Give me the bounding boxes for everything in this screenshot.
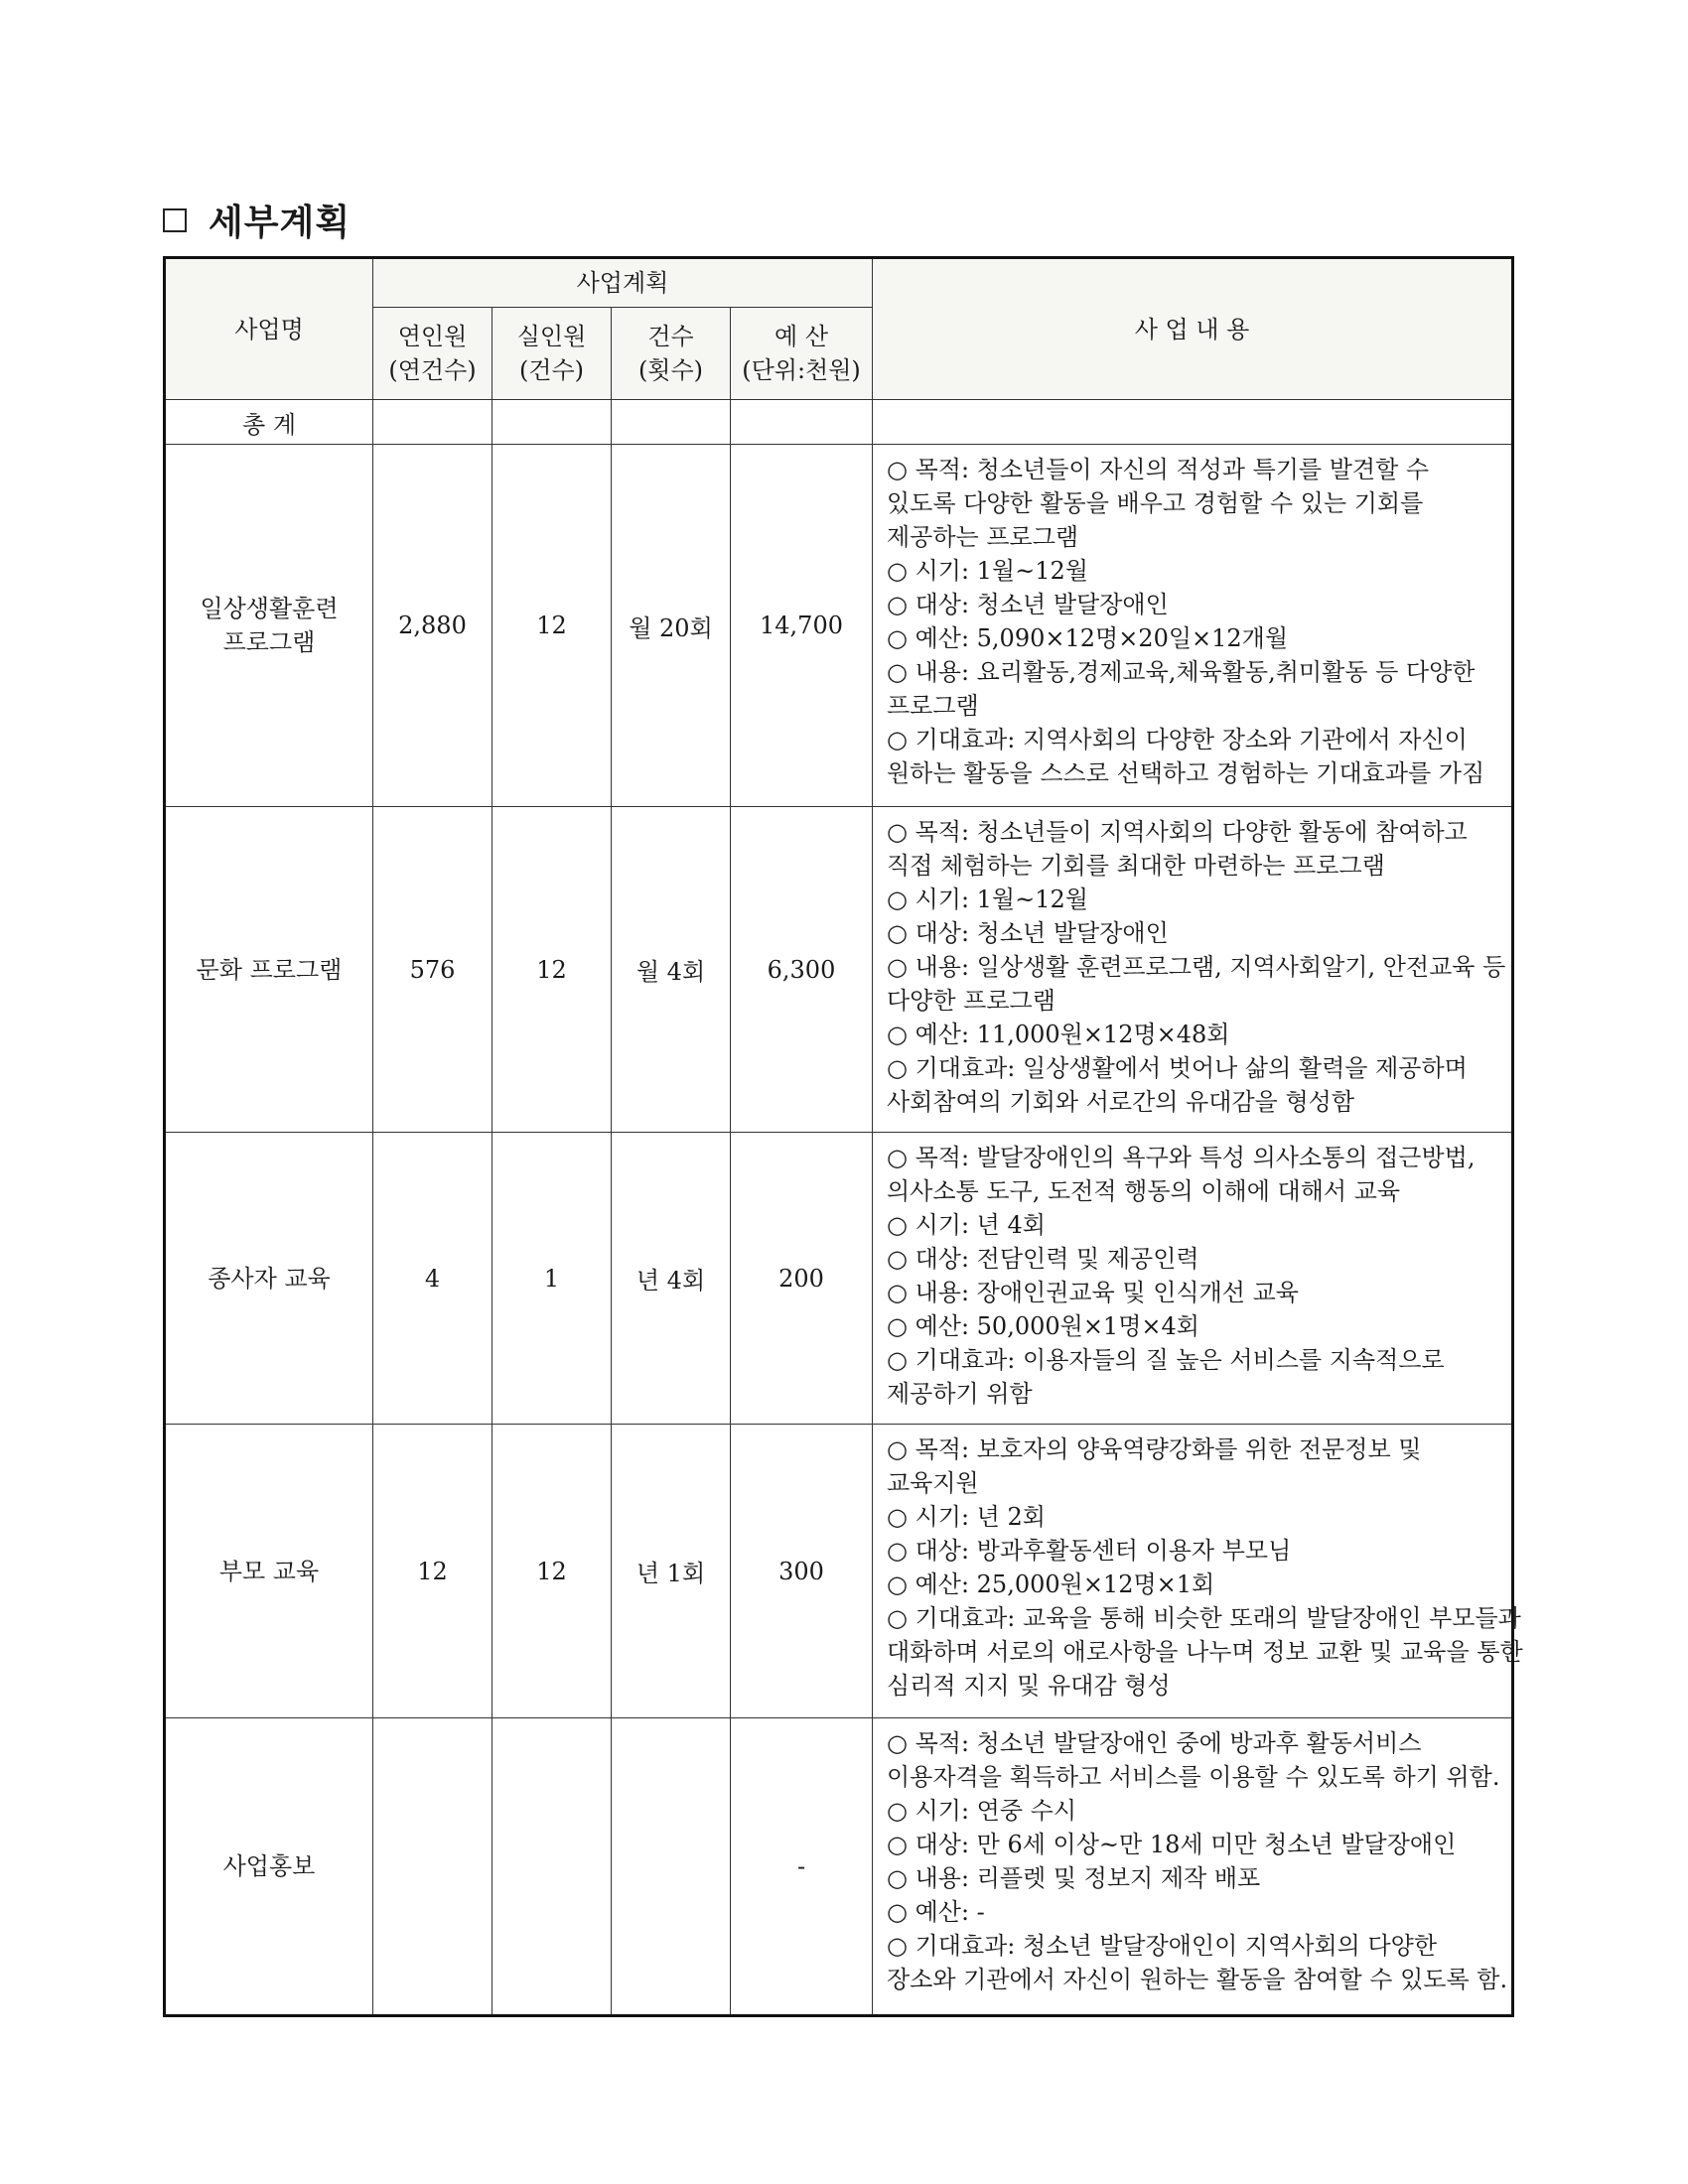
content-line: ○ 목적: 보호자의 양육역량강화를 위한 전문정보 및 xyxy=(887,1435,1422,1463)
content-line: ○ 내용: 일상생활 훈련프로그램, 지역사회알기, 안전교육 등 xyxy=(887,953,1506,981)
program-name-line: 종사자 교육 xyxy=(208,1264,331,1293)
budget-cell: 14,700 xyxy=(731,445,873,807)
content-line: ○ 시기: 년 4회 xyxy=(887,1211,1046,1239)
header-annual-people-line1: 연인원 xyxy=(397,323,468,350)
content-line: ○ 예산: 50,000원×1명×4회 xyxy=(887,1312,1199,1340)
program-name-line: 사업홍보 xyxy=(222,1852,316,1880)
annual-people-cell xyxy=(373,1718,492,2016)
header-budget xyxy=(731,308,873,400)
content-line: ○ 기대효과: 교육을 통해 비슷한 또래의 발달장애인 부모들과 xyxy=(887,1604,1521,1632)
checkbox-square-icon xyxy=(163,208,187,232)
program-content-cell xyxy=(873,1133,1513,1425)
content-line: ○ 예산: 11,000원×12명×48회 xyxy=(887,1021,1230,1048)
case-count-cell: 년 4회 xyxy=(612,1133,731,1425)
content-line: ○ 내용: 요리활동,경제교육,체육활동,취미활동 등 다양한 xyxy=(887,658,1476,686)
content-line: ○ 대상: 전담인력 및 제공인력 xyxy=(887,1245,1199,1273)
case-count-cell: 월 20회 xyxy=(612,445,731,807)
annual-people-cell: 12 xyxy=(373,1425,492,1718)
total-budget-cell xyxy=(731,400,873,445)
program-name-line: 부모 교육 xyxy=(218,1557,320,1585)
header-actual-people-line2: (건수) xyxy=(518,356,585,384)
total-count-cell xyxy=(612,400,731,445)
header-annual-people xyxy=(373,308,492,400)
total-label: 총 계 xyxy=(165,400,373,445)
content-line: ○ 목적: 청소년들이 지역사회의 다양한 활동에 참여하고 xyxy=(887,818,1468,846)
content-line: 제공하기 위함 xyxy=(887,1380,1033,1408)
header-actual-people xyxy=(492,308,612,400)
content-line: 직접 체험하는 기회를 최대한 마련하는 프로그램 xyxy=(887,852,1385,880)
program-row xyxy=(165,807,1513,1133)
actual-people-cell: 12 xyxy=(492,807,612,1133)
content-line: ○ 내용: 리플렛 및 정보지 제작 배포 xyxy=(887,1864,1261,1892)
case-count-cell: 년 1회 xyxy=(612,1425,731,1718)
content-line: 다양한 프로그램 xyxy=(887,987,1055,1015)
content-line: 프로그램 xyxy=(887,692,979,720)
annual-people-cell: 2,880 xyxy=(373,445,492,807)
actual-people-cell: 1 xyxy=(492,1133,612,1425)
program-row xyxy=(165,1718,1513,2016)
content-line: ○ 기대효과: 이용자들의 질 높은 서비스를 지속적으로 xyxy=(887,1346,1445,1374)
content-line: ○ 예산: - xyxy=(887,1898,985,1926)
content-line: 사회참여의 기회와 서로간의 유대감을 형성함 xyxy=(887,1088,1355,1116)
content-line: 교육지원 xyxy=(887,1469,979,1497)
program-name-cell xyxy=(165,1133,373,1425)
annual-people-cell: 4 xyxy=(373,1133,492,1425)
content-line: ○ 예산: 5,090×12명×20일×12개월 xyxy=(887,624,1289,652)
total-row xyxy=(165,400,1513,445)
program-name-cell xyxy=(165,445,373,807)
header-budget-line1: 예 산 xyxy=(774,323,828,350)
budget-cell: 200 xyxy=(731,1133,873,1425)
content-line: 있도록 다양한 활동을 배우고 경험할 수 있는 기회를 xyxy=(887,489,1424,517)
content-line: ○ 시기: 1월~12월 xyxy=(887,886,1088,913)
program-name-cell xyxy=(165,1425,373,1718)
content-line: ○ 내용: 장애인권교육 및 인식개선 교육 xyxy=(887,1279,1299,1306)
budget-cell: - xyxy=(731,1718,873,2016)
program-row xyxy=(165,445,1513,807)
total-content-cell xyxy=(873,400,1513,445)
content-line: ○ 목적: 청소년들이 자신의 적성과 특기를 발견할 수 xyxy=(887,456,1430,483)
budget-cell: 6,300 xyxy=(731,807,873,1133)
section-title: 세부계획 xyxy=(209,203,352,243)
case-count-cell: 월 4회 xyxy=(612,807,731,1133)
content-line: ○ 대상: 방과후활동센터 이용자 부모님 xyxy=(887,1537,1292,1565)
content-line: 대화하며 서로의 애로사항을 나누며 정보 교환 및 교육을 통한 xyxy=(887,1638,1523,1666)
content-line: 의사소통 도구, 도전적 행동의 이해에 대해서 교육 xyxy=(887,1177,1401,1205)
content-line: 장소와 기관에서 자신이 원하는 활동을 참여할 수 있도록 함. xyxy=(887,1966,1508,1993)
content-line: ○ 대상: 청소년 발달장애인 xyxy=(887,591,1169,618)
content-line: ○ 시기: 1월~12월 xyxy=(887,557,1088,585)
program-content-cell xyxy=(873,445,1513,807)
total-annual-cell xyxy=(373,400,492,445)
content-line: ○ 대상: 만 6세 이상~만 18세 미만 청소년 발달장애인 xyxy=(887,1831,1457,1858)
program-name-line: 일상생활훈련 xyxy=(200,595,339,622)
header-row-group xyxy=(165,258,1513,308)
header-case-count-line2: (횟수) xyxy=(637,356,704,384)
content-line: ○ 기대효과: 일상생활에서 벗어나 삶의 활력을 제공하며 xyxy=(887,1054,1468,1082)
program-name-line: 프로그램 xyxy=(222,628,316,656)
content-line: ○ 예산: 25,000원×12명×1회 xyxy=(887,1570,1215,1598)
content-line: 이용자격을 획득하고 서비스를 이용할 수 있도록 하기 위함. xyxy=(887,1763,1500,1791)
annual-people-cell: 576 xyxy=(373,807,492,1133)
header-actual-people-line1: 실인원 xyxy=(516,323,587,350)
header-plan-group: 사업계획 xyxy=(373,258,873,308)
actual-people-cell: 12 xyxy=(492,1425,612,1718)
budget-cell: 300 xyxy=(731,1425,873,1718)
program-content-cell xyxy=(873,807,1513,1133)
actual-people-cell xyxy=(492,1718,612,2016)
content-line: 심리적 지지 및 유대감 형성 xyxy=(887,1672,1171,1700)
case-count-cell xyxy=(612,1718,731,2016)
content-line: ○ 대상: 청소년 발달장애인 xyxy=(887,919,1169,947)
header-project-content: 사 업 내 용 xyxy=(873,258,1513,400)
header-case-count-line1: 건수 xyxy=(647,323,694,350)
content-line: ○ 시기: 연중 수시 xyxy=(887,1797,1077,1825)
header-annual-people-line2: (연건수) xyxy=(388,356,477,384)
content-line: ○ 목적: 청소년 발달장애인 중에 방과후 활동서비스 xyxy=(887,1729,1422,1757)
program-name-line: 문화 프로그램 xyxy=(196,955,343,984)
actual-people-cell: 12 xyxy=(492,445,612,807)
program-name-cell xyxy=(165,807,373,1133)
program-content-cell xyxy=(873,1718,1513,2016)
program-row xyxy=(165,1425,1513,1718)
program-content-cell xyxy=(873,1425,1523,1718)
header-budget-line2: (단위:천원) xyxy=(742,356,861,384)
program-name-cell xyxy=(165,1718,373,2016)
content-line: 원하는 활동을 스스로 선택하고 경험하는 기대효과를 가짐 xyxy=(887,759,1485,787)
header-case-count xyxy=(612,308,731,400)
detailed-plan-table xyxy=(163,256,1523,2017)
header-project-name: 사업명 xyxy=(165,258,373,400)
content-line: ○ 기대효과: 청소년 발달장애인이 지역사회의 다양한 xyxy=(887,1932,1438,1960)
total-actual-cell xyxy=(492,400,612,445)
content-line: ○ 목적: 발달장애인의 욕구와 특성 의사소통의 접근방법, xyxy=(887,1144,1476,1171)
program-row xyxy=(165,1133,1513,1425)
content-line: 제공하는 프로그램 xyxy=(887,523,1079,551)
content-line: ○ 시기: 년 2회 xyxy=(887,1503,1046,1531)
section-heading xyxy=(163,195,351,245)
content-line: ○ 기대효과: 지역사회의 다양한 장소와 기관에서 자신이 xyxy=(887,726,1468,753)
